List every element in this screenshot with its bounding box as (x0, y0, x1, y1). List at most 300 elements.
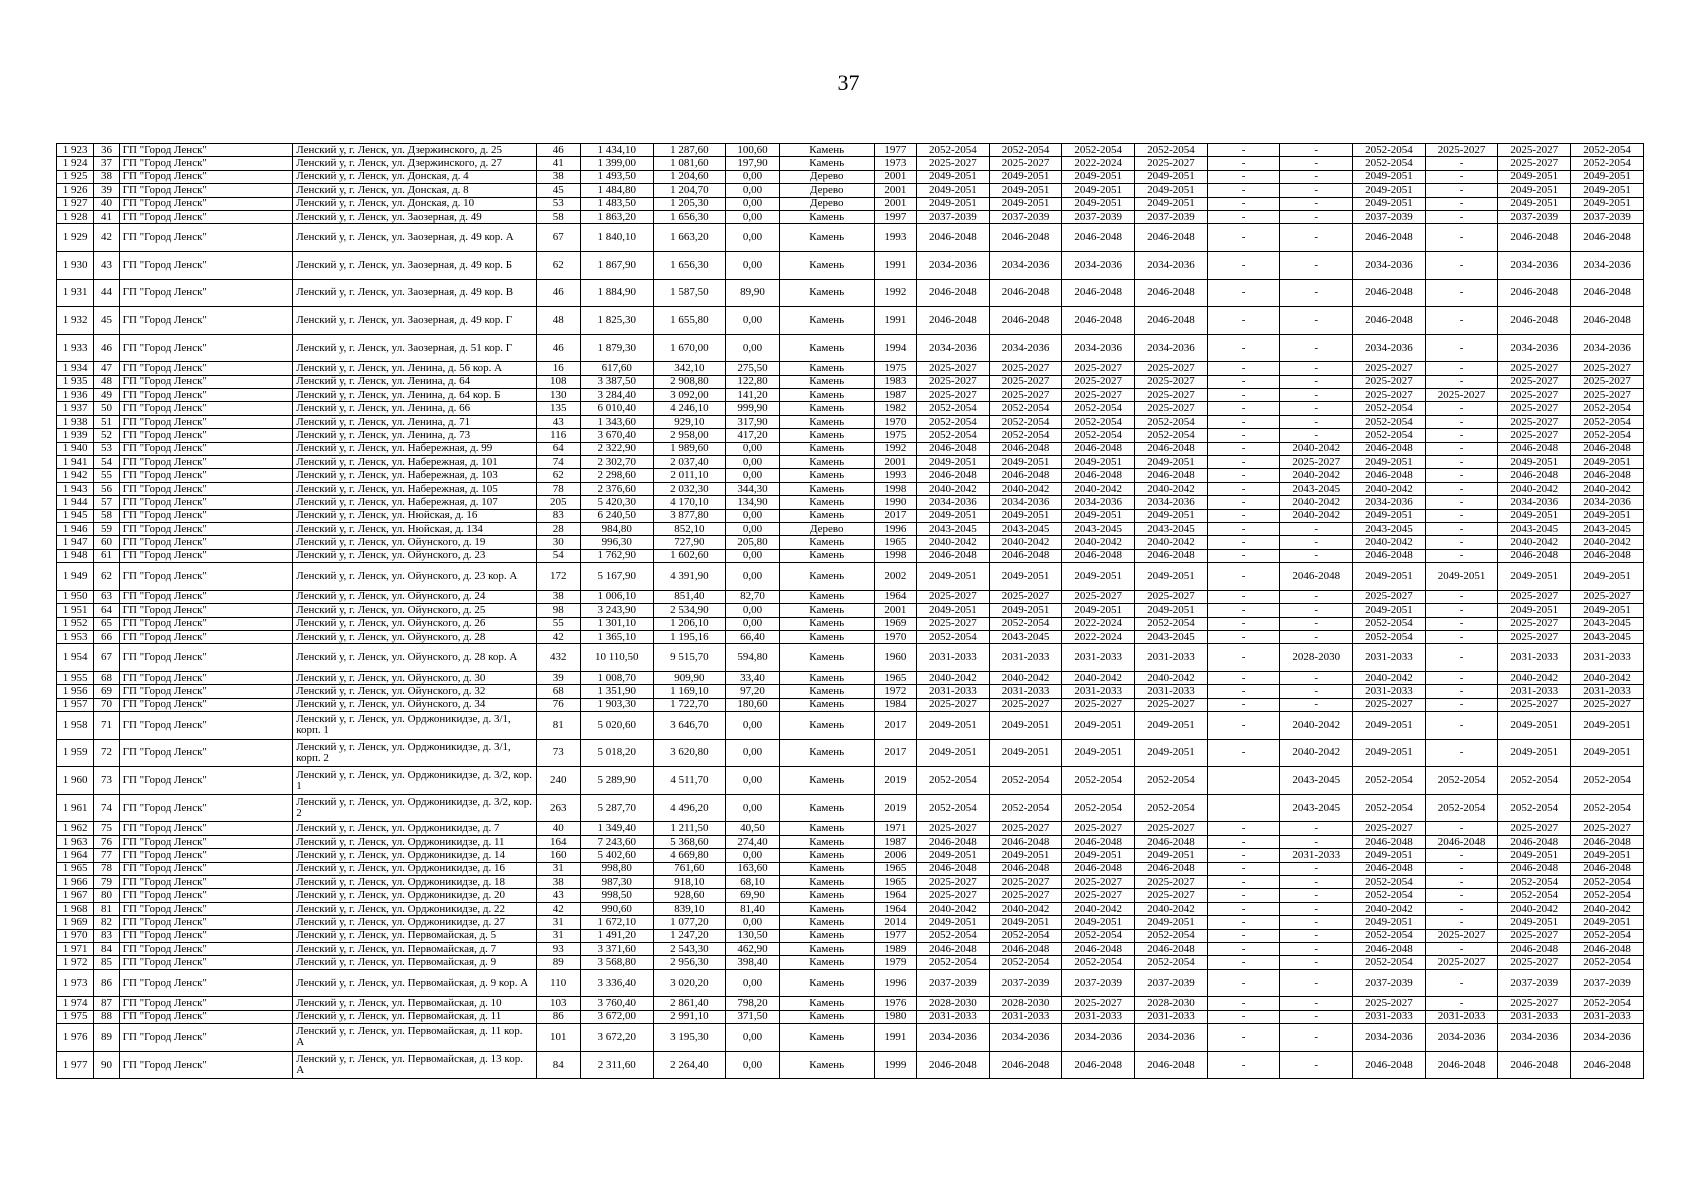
cell-nonresidential-area: 274,40 (726, 835, 780, 848)
cell-living-area: 4 391,90 (653, 563, 726, 591)
cell-basement-repair: 2049-2051 (1062, 604, 1135, 617)
cell-global-number: 1 958 (57, 712, 94, 740)
cell-nonresidential-area: 0,00 (726, 563, 780, 591)
cell-water-supply: - (1425, 224, 1498, 252)
cell-basement-repair: 2025-2027 (1062, 822, 1135, 835)
cell-municipality: ГП "Город Ленск" (119, 334, 293, 362)
cell-basement-repair: 2034-2036 (1062, 251, 1135, 279)
cell-municipality: ГП "Город Ленск" (119, 509, 293, 522)
cell-municipality: ГП "Город Ленск" (119, 375, 293, 388)
cell-heating-system: 2052-2054 (1353, 429, 1426, 442)
cell-build-year: 1990 (874, 496, 916, 509)
cell-global-number: 1 974 (57, 997, 94, 1010)
cell-nonresidential-area: 0,00 (726, 712, 780, 740)
cell-local-number: 42 (94, 224, 119, 252)
cell-apartments: 76 (536, 698, 580, 711)
cell-basement-repair: 2046-2048 (1062, 442, 1135, 455)
cell-apartments: 205 (536, 496, 580, 509)
cell-electricity: 2046-2048 (1571, 835, 1644, 848)
cell-facade-repair: 2034-2036 (989, 334, 1062, 362)
cell-basement-repair: 2052-2054 (1062, 402, 1135, 415)
cell-facade-repair: 2040-2042 (989, 671, 1062, 684)
cell-address: Ленский у, г. Ленск, ул. Дзержинского, д. 27 (293, 157, 536, 170)
cell-municipality: ГП "Город Ленск" (119, 617, 293, 630)
cell-apartments: 46 (536, 334, 580, 362)
cell-basement-repair: 2025-2027 (1062, 698, 1135, 711)
table-row (57, 956, 1644, 969)
cell-electricity: 2052-2054 (1571, 767, 1644, 795)
cell-heating-system: 2046-2048 (1353, 307, 1426, 335)
cell-nonresidential-area: 122,80 (726, 375, 780, 388)
cell-foundation-repair: 2052-2054 (1135, 617, 1208, 630)
cell-nonresidential-area: 0,00 (726, 849, 780, 862)
cell-living-area: 2 956,30 (653, 956, 726, 969)
cell-municipality: ГП "Город Ленск" (119, 862, 293, 875)
cell-heating-system: 2043-2045 (1353, 523, 1426, 536)
cell-global-number: 1 944 (57, 496, 94, 509)
cell-foundation-repair: 2034-2036 (1135, 1024, 1208, 1052)
cell-electricity: 2046-2048 (1571, 942, 1644, 955)
cell-build-year: 1991 (874, 1024, 916, 1052)
cell-total-area: 1 840,10 (580, 224, 653, 252)
cell-apartments: 78 (536, 482, 580, 495)
cell-elevator-repair: - (1207, 210, 1280, 223)
cell-municipality: ГП "Город Ленск" (119, 997, 293, 1010)
cell-foundation-repair: 2046-2048 (1135, 307, 1208, 335)
cell-local-number: 61 (94, 549, 119, 562)
cell-total-area: 1 399,00 (580, 157, 653, 170)
cell-wall-material: Камень (779, 402, 874, 415)
cell-total-area: 3 336,40 (580, 969, 653, 997)
cell-basement-repair: 2049-2051 (1062, 456, 1135, 469)
cell-wall-material: Дерево (779, 197, 874, 210)
table-row (57, 157, 1644, 170)
cell-local-number: 45 (94, 307, 119, 335)
cell-local-number: 66 (94, 630, 119, 643)
cell-build-year: 1982 (874, 402, 916, 415)
cell-elevator-repair: - (1207, 402, 1280, 415)
cell-water-supply: - (1425, 698, 1498, 711)
cell-elevator-repair: - (1207, 849, 1280, 862)
cell-build-year: 1977 (874, 929, 916, 942)
cell-local-number: 48 (94, 375, 119, 388)
cell-wall-material: Камень (779, 712, 874, 740)
cell-wall-material: Камень (779, 590, 874, 603)
cell-build-year: 1991 (874, 251, 916, 279)
cell-municipality: ГП "Город Ленск" (119, 536, 293, 549)
cell-local-number: 75 (94, 822, 119, 835)
cell-elevator-repair: - (1207, 929, 1280, 942)
cell-roof-repair: 2049-2051 (917, 197, 990, 210)
cell-elevator-repair: - (1207, 876, 1280, 889)
cell-basement-repair: 2052-2054 (1062, 144, 1135, 157)
cell-local-number: 82 (94, 916, 119, 929)
cell-living-area: 3 620,80 (653, 739, 726, 767)
cell-heating-system: 2025-2027 (1353, 362, 1426, 375)
cell-elevator-repair: - (1207, 630, 1280, 643)
cell-foundation-repair: 2049-2051 (1135, 849, 1208, 862)
cell-utility-metering: 2040-2042 (1280, 712, 1353, 740)
cell-total-area: 1 008,70 (580, 671, 653, 684)
cell-total-area: 2 311,60 (580, 1051, 653, 1079)
cell-electricity: 2037-2039 (1571, 210, 1644, 223)
cell-facade-repair: 2052-2054 (989, 767, 1062, 795)
cell-local-number: 77 (94, 849, 119, 862)
cell-apartments: 30 (536, 536, 580, 549)
cell-roof-repair: 2052-2054 (917, 794, 990, 822)
cell-total-area: 5 420,30 (580, 496, 653, 509)
cell-utility-metering: - (1280, 1010, 1353, 1023)
cell-electricity: 2034-2036 (1571, 1024, 1644, 1052)
cell-nonresidential-area: 0,00 (726, 549, 780, 562)
cell-foundation-repair: 2052-2054 (1135, 144, 1208, 157)
cell-heating-system: 2052-2054 (1353, 794, 1426, 822)
cell-heating-system: 2052-2054 (1353, 876, 1426, 889)
cell-elevator-repair: - (1207, 144, 1280, 157)
cell-municipality: ГП "Город Ленск" (119, 1051, 293, 1079)
cell-global-number: 1 935 (57, 375, 94, 388)
cell-total-area: 3 670,40 (580, 429, 653, 442)
cell-heating-system: 2046-2048 (1353, 1051, 1426, 1079)
cell-elevator-repair: - (1207, 739, 1280, 767)
cell-utility-metering: - (1280, 1051, 1353, 1079)
cell-sewerage: 2052-2054 (1498, 767, 1571, 795)
cell-nonresidential-area: 89,90 (726, 279, 780, 307)
cell-facade-repair: 2031-2033 (989, 644, 1062, 672)
cell-address: Ленский у, г. Ленск, ул. Заозерная, д. 49 кор. Б (293, 251, 536, 279)
cell-water-supply: - (1425, 916, 1498, 929)
cell-heating-system: 2034-2036 (1353, 1024, 1426, 1052)
cell-address: Ленский у, г. Ленск, ул. Набережная, д. 103 (293, 469, 536, 482)
cell-roof-repair: 2052-2054 (917, 402, 990, 415)
cell-water-supply: - (1425, 712, 1498, 740)
cell-global-number: 1 945 (57, 509, 94, 522)
cell-global-number: 1 934 (57, 362, 94, 375)
cell-local-number: 54 (94, 456, 119, 469)
cell-local-number: 86 (94, 969, 119, 997)
cell-foundation-repair: 2046-2048 (1135, 835, 1208, 848)
cell-living-area: 2 991,10 (653, 1010, 726, 1023)
cell-elevator-repair: - (1207, 685, 1280, 698)
cell-utility-metering: - (1280, 144, 1353, 157)
cell-foundation-repair: 2052-2054 (1135, 415, 1208, 428)
cell-facade-repair: 2052-2054 (989, 617, 1062, 630)
cell-global-number: 1 954 (57, 644, 94, 672)
cell-foundation-repair: 2052-2054 (1135, 429, 1208, 442)
cell-utility-metering: - (1280, 184, 1353, 197)
cell-facade-repair: 2046-2048 (989, 862, 1062, 875)
cell-wall-material: Камень (779, 442, 874, 455)
cell-municipality: ГП "Город Ленск" (119, 184, 293, 197)
cell-local-number: 74 (94, 794, 119, 822)
cell-utility-metering: 2043-2045 (1280, 794, 1353, 822)
cell-address: Ленский у, г. Ленск, ул. Первомайская, д. 7 (293, 942, 536, 955)
table-row (57, 469, 1644, 482)
cell-foundation-repair: 2046-2048 (1135, 279, 1208, 307)
cell-local-number: 52 (94, 429, 119, 442)
cell-wall-material: Камень (779, 617, 874, 630)
cell-global-number: 1 955 (57, 671, 94, 684)
table-row (57, 942, 1644, 955)
cell-basement-repair: 2034-2036 (1062, 496, 1135, 509)
cell-facade-repair: 2052-2054 (989, 144, 1062, 157)
cell-living-area: 3 195,30 (653, 1024, 726, 1052)
cell-apartments: 83 (536, 509, 580, 522)
cell-build-year: 1997 (874, 210, 916, 223)
cell-apartments: 31 (536, 916, 580, 929)
cell-total-area: 1 884,90 (580, 279, 653, 307)
cell-water-supply: 2052-2054 (1425, 767, 1498, 795)
cell-local-number: 41 (94, 210, 119, 223)
cell-total-area: 998,50 (580, 889, 653, 902)
cell-local-number: 63 (94, 590, 119, 603)
cell-utility-metering: - (1280, 942, 1353, 955)
cell-address: Ленский у, г. Ленск, ул. Заозерная, д. 49 (293, 210, 536, 223)
cell-local-number: 83 (94, 929, 119, 942)
cell-nonresidential-area: 0,00 (726, 1051, 780, 1079)
cell-elevator-repair: - (1207, 429, 1280, 442)
cell-global-number: 1 957 (57, 698, 94, 711)
cell-apartments: 240 (536, 767, 580, 795)
cell-sewerage: 2052-2054 (1498, 794, 1571, 822)
cell-electricity: 2052-2054 (1571, 929, 1644, 942)
cell-elevator-repair: - (1207, 604, 1280, 617)
cell-total-area: 1 672,10 (580, 916, 653, 929)
cell-facade-repair: 2034-2036 (989, 251, 1062, 279)
cell-roof-repair: 2052-2054 (917, 415, 990, 428)
table-row (57, 902, 1644, 915)
cell-roof-repair: 2052-2054 (917, 144, 990, 157)
cell-sewerage: 2025-2027 (1498, 630, 1571, 643)
cell-sewerage: 2031-2033 (1498, 1010, 1571, 1023)
cell-local-number: 37 (94, 157, 119, 170)
cell-utility-metering: - (1280, 307, 1353, 335)
cell-build-year: 2006 (874, 849, 916, 862)
cell-foundation-repair: 2025-2027 (1135, 402, 1208, 415)
cell-heating-system: 2052-2054 (1353, 889, 1426, 902)
cell-nonresidential-area: 100,60 (726, 144, 780, 157)
cell-municipality: ГП "Город Ленск" (119, 929, 293, 942)
cell-nonresidential-area: 0,00 (726, 767, 780, 795)
cell-elevator-repair: - (1207, 496, 1280, 509)
cell-local-number: 62 (94, 563, 119, 591)
cell-total-area: 10 110,50 (580, 644, 653, 672)
cell-build-year: 2017 (874, 739, 916, 767)
cell-elevator-repair: - (1207, 170, 1280, 183)
cell-total-area: 1 867,90 (580, 251, 653, 279)
cell-nonresidential-area: 0,00 (726, 1024, 780, 1052)
cell-global-number: 1 952 (57, 617, 94, 630)
cell-build-year: 1992 (874, 279, 916, 307)
cell-water-supply: - (1425, 375, 1498, 388)
cell-foundation-repair: 2046-2048 (1135, 224, 1208, 252)
cell-foundation-repair: 2037-2039 (1135, 969, 1208, 997)
cell-facade-repair: 2046-2048 (989, 279, 1062, 307)
cell-roof-repair: 2049-2051 (917, 916, 990, 929)
cell-basement-repair: 2022-2024 (1062, 157, 1135, 170)
cell-local-number: 55 (94, 469, 119, 482)
table-row (57, 549, 1644, 562)
cell-sewerage: 2034-2036 (1498, 1024, 1571, 1052)
cell-roof-repair: 2043-2045 (917, 523, 990, 536)
cell-living-area: 3 646,70 (653, 712, 726, 740)
cell-wall-material: Камень (779, 496, 874, 509)
cell-total-area: 1 493,50 (580, 170, 653, 183)
cell-elevator-repair: - (1207, 942, 1280, 955)
table-row (57, 685, 1644, 698)
cell-heating-system: 2049-2051 (1353, 916, 1426, 929)
cell-wall-material: Камень (779, 862, 874, 875)
cell-wall-material: Камень (779, 1010, 874, 1023)
cell-nonresidential-area: 0,00 (726, 604, 780, 617)
cell-foundation-repair: 2046-2048 (1135, 1051, 1208, 1079)
cell-apartments: 263 (536, 794, 580, 822)
cell-nonresidential-area: 0,00 (726, 307, 780, 335)
cell-water-supply: - (1425, 197, 1498, 210)
cell-electricity: 2049-2051 (1571, 916, 1644, 929)
cell-nonresidential-area: 33,40 (726, 671, 780, 684)
cell-wall-material: Камень (779, 698, 874, 711)
cell-facade-repair: 2040-2042 (989, 482, 1062, 495)
cell-global-number: 1 949 (57, 563, 94, 591)
cell-wall-material: Камень (779, 969, 874, 997)
cell-living-area: 2 534,90 (653, 604, 726, 617)
cell-electricity: 2052-2054 (1571, 997, 1644, 1010)
cell-wall-material: Камень (779, 415, 874, 428)
cell-local-number: 57 (94, 496, 119, 509)
cell-nonresidential-area: 462,90 (726, 942, 780, 955)
cell-electricity: 2040-2042 (1571, 536, 1644, 549)
cell-total-area: 3 568,80 (580, 956, 653, 969)
cell-global-number: 1 929 (57, 224, 94, 252)
cell-roof-repair: 2034-2036 (917, 334, 990, 362)
cell-foundation-repair: 2025-2027 (1135, 389, 1208, 402)
cell-water-supply: - (1425, 251, 1498, 279)
cell-foundation-repair: 2040-2042 (1135, 671, 1208, 684)
cell-water-supply: 2025-2027 (1425, 929, 1498, 942)
cell-elevator-repair: - (1207, 334, 1280, 362)
cell-electricity: 2040-2042 (1571, 902, 1644, 915)
cell-roof-repair: 2046-2048 (917, 469, 990, 482)
cell-electricity: 2031-2033 (1571, 685, 1644, 698)
cell-global-number: 1 924 (57, 157, 94, 170)
cell-electricity: 2052-2054 (1571, 402, 1644, 415)
cell-roof-repair: 2049-2051 (917, 456, 990, 469)
cell-nonresidential-area: 0,00 (726, 197, 780, 210)
cell-living-area: 4 496,20 (653, 794, 726, 822)
cell-apartments: 38 (536, 876, 580, 889)
cell-facade-repair: 2049-2051 (989, 712, 1062, 740)
cell-build-year: 1996 (874, 969, 916, 997)
cell-apartments: 160 (536, 849, 580, 862)
cell-electricity: 2049-2051 (1571, 739, 1644, 767)
cell-total-area: 1 491,20 (580, 929, 653, 942)
cell-foundation-repair: 2052-2054 (1135, 929, 1208, 942)
cell-basement-repair: 2034-2036 (1062, 1024, 1135, 1052)
cell-address: Ленский у, г. Ленск, ул. Орджоникидзе, д. 27 (293, 916, 536, 929)
cell-nonresidential-area: 0,00 (726, 794, 780, 822)
cell-water-supply: 2031-2033 (1425, 1010, 1498, 1023)
cell-address: Ленский у, г. Ленск, ул. Ойунского, д. 30 (293, 671, 536, 684)
cell-elevator-repair: - (1207, 442, 1280, 455)
cell-heating-system: 2037-2039 (1353, 210, 1426, 223)
cell-build-year: 2017 (874, 712, 916, 740)
cell-foundation-repair: 2025-2027 (1135, 362, 1208, 375)
cell-local-number: 79 (94, 876, 119, 889)
cell-heating-system: 2046-2048 (1353, 549, 1426, 562)
cell-nonresidential-area: 66,40 (726, 630, 780, 643)
cell-foundation-repair: 2025-2027 (1135, 876, 1208, 889)
cell-living-area: 2 011,10 (653, 469, 726, 482)
cell-local-number: 84 (94, 942, 119, 955)
cell-living-area: 1 602,60 (653, 549, 726, 562)
cell-sewerage: 2025-2027 (1498, 698, 1571, 711)
cell-elevator-repair: - (1207, 157, 1280, 170)
cell-heating-system: 2052-2054 (1353, 630, 1426, 643)
cell-living-area: 1 206,10 (653, 617, 726, 630)
cell-facade-repair: 2049-2051 (989, 563, 1062, 591)
cell-build-year: 1983 (874, 375, 916, 388)
cell-roof-repair: 2046-2048 (917, 835, 990, 848)
table-row (57, 307, 1644, 335)
cell-total-area: 617,60 (580, 362, 653, 375)
cell-global-number: 1 967 (57, 889, 94, 902)
cell-elevator-repair: - (1207, 916, 1280, 929)
cell-basement-repair: 2037-2039 (1062, 969, 1135, 997)
cell-utility-metering: 2043-2045 (1280, 482, 1353, 495)
cell-water-supply: 2025-2027 (1425, 144, 1498, 157)
cell-water-supply: - (1425, 170, 1498, 183)
cell-nonresidential-area: 205,80 (726, 536, 780, 549)
cell-water-supply: - (1425, 685, 1498, 698)
cell-sewerage: 2025-2027 (1498, 389, 1571, 402)
cell-build-year: 1973 (874, 157, 916, 170)
cell-total-area: 1 879,30 (580, 334, 653, 362)
cell-elevator-repair: - (1207, 523, 1280, 536)
cell-nonresidential-area: 275,50 (726, 362, 780, 375)
cell-utility-metering: 2040-2042 (1280, 442, 1353, 455)
cell-local-number: 80 (94, 889, 119, 902)
cell-municipality: ГП "Город Ленск" (119, 889, 293, 902)
cell-local-number: 69 (94, 685, 119, 698)
cell-facade-repair: 2025-2027 (989, 698, 1062, 711)
cell-roof-repair: 2052-2054 (917, 929, 990, 942)
cell-nonresidential-area: 0,00 (726, 334, 780, 362)
cell-basement-repair: 2046-2048 (1062, 835, 1135, 848)
cell-address: Ленский у, г. Ленск, ул. Ойунского, д. 26 (293, 617, 536, 630)
cell-water-supply: - (1425, 644, 1498, 672)
cell-apartments: 86 (536, 1010, 580, 1023)
cell-basement-repair: 2046-2048 (1062, 279, 1135, 307)
table-row (57, 442, 1644, 455)
cell-foundation-repair: 2025-2027 (1135, 157, 1208, 170)
cell-foundation-repair: 2025-2027 (1135, 889, 1208, 902)
cell-roof-repair: 2052-2054 (917, 429, 990, 442)
cell-elevator-repair: - (1207, 902, 1280, 915)
cell-roof-repair: 2052-2054 (917, 956, 990, 969)
cell-heating-system: 2040-2042 (1353, 536, 1426, 549)
cell-facade-repair: 2052-2054 (989, 794, 1062, 822)
cell-roof-repair: 2025-2027 (917, 889, 990, 902)
cell-municipality: ГП "Город Ленск" (119, 876, 293, 889)
cell-roof-repair: 2025-2027 (917, 698, 990, 711)
cell-build-year: 2019 (874, 767, 916, 795)
table-row (57, 604, 1644, 617)
cell-global-number: 1 970 (57, 929, 94, 942)
cell-total-area: 3 284,40 (580, 389, 653, 402)
cell-living-area: 2 958,00 (653, 429, 726, 442)
cell-electricity: 2052-2054 (1571, 889, 1644, 902)
